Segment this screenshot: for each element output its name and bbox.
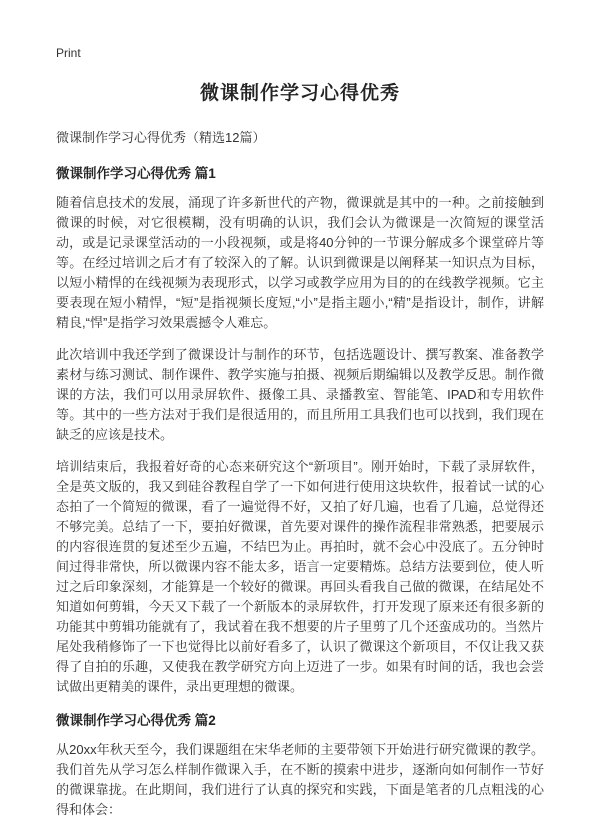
section-1-paragraph-3: 培训结束后，我报着好奇的心态来研究这个“新项目”。刚开始时，下载了录屏软件，全是英文版的，我又到硅谷教程自学了一下如何进行使用这块软件，报着试一试的心态拍了一个简短的微课，看了一遍觉得不好，又拍了好几遍，也看了几遍，总觉得还不够完美。总结了一下，要拍好微课，首先要对课件的操作流程非常熟悉，把要展示的内容很连贯的复述至少五遍，不结巴为止。再拍时，就不会心中没底了。五分钟时间过得非常快，所以微课内容不能太多，语言一定要精炼。总结方法要到位，使人听过之后印象深刻，才能算是一个较好的微课。再回头看我自己做的微课，在结尾处不知道如何剪辑，今天又下载了一个新版本的录屏软件，打开发现了原来还有很多新的功能其中剪辑功能就有了，我试着在我不想要的片子里剪了几个还蛮成功的。当然片尾处我稍修饰了一下也觉得比以前好看多了，认识了微课这个新项目，不仅让我又获得了自拍的乐趣，又使我在教学研究方向上迈进了一步。如果有时间的话，我也会尝试做出更精美的课件，录出更理想的微课。	[56, 459, 544, 694]
section-1-paragraph-2: 此次培训中我还学到了微课设计与制作的环节，包括选题设计、撰写教案、准备教学素材与练习测试、制作课件、教学实施与拍摄、视频后期编辑以及教学反思。制作微课的方法，我们可以用录屏软件、摄像工具、录播教室、智能笔、IPAD和专用软件等。其中的一些方法对于我们是很适用的，而且所用工具我们也可以找到，我们现在缺乏的应该是技术。	[56, 347, 544, 442]
document-subtitle: 微课制作学习心得优秀（精选12篇）	[56, 130, 266, 145]
section-1-heading: 微课制作学习心得优秀 篇1	[56, 166, 216, 181]
document-title: 微课制作学习心得优秀	[199, 83, 400, 104]
section-2-heading: 微课制作学习心得优秀 篇2	[56, 713, 216, 728]
print-link[interactable]: Print	[56, 46, 81, 60]
section-1-paragraph-1: 随着信息技术的发展，涌现了许多新世代的产物，微课就是其中的一种。之前接触到微课的时候，对它很模糊，没有明确的认识，我们会认为微课是一次简短的课堂活动，或是记录课堂活动的一小段视频，或是将40分钟的一节课分解成多个课堂碎片等等。在经过培训之后才有了较深入的了解。认识到微课是以阐释某一知识点为目标，以短小精悍的在线视频为表现形式，以学习或教学应用为目的的在线教学视频。它主要表现在短小精悍，“短”是指视频长度短,“小”是指主题小,“精”是指设计，制作，讲解精良,“悍”是指学习效果震撼令人难忘。	[56, 195, 544, 330]
section-2-paragraph-1: 从20xx年秋天至今，我们课题组在宋华老师的主要带领下开始进行研究微课的教学。我们首先从学习怎么样制作微课入手，在不断的摸索中进步，逐渐向如何制作一节好的微课靠拢。在此期间，我们进行了认真的探究和实践，下面是笔者的几点粗浅的心得和体会：	[56, 742, 544, 817]
